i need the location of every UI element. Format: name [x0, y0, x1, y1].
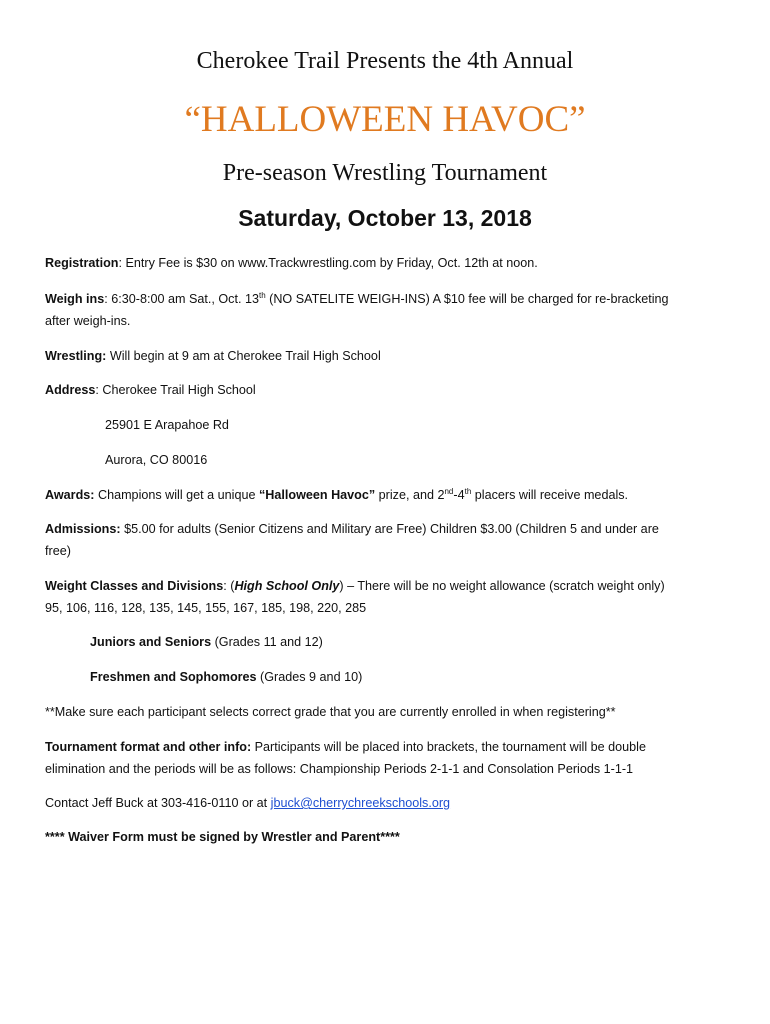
weighins-line-2: after weigh-ins. — [45, 314, 131, 328]
admissions-line — [45, 518, 735, 540]
event-title: “HALLOWEEN HAVOC” — [184, 99, 586, 140]
weight-list: 95, 106, 116, 128, 135, 145, 155, 167, 185, 198, 220, 285 — [45, 601, 367, 615]
weight-classes-text: ) – There will be no weight allowance (scratch weight only) — [339, 579, 665, 593]
admissions-text: $5.00 for adults (Senior Citizens and Military are Free) Children $3.00 (Children 5 and under are — [120, 522, 659, 536]
contact-line — [45, 792, 735, 814]
format-line — [45, 736, 735, 758]
admissions-label: Admissions: — [45, 522, 121, 536]
contact-text: Contact Jeff Buck at 303-416-0110 or at — [45, 796, 271, 810]
weighins-sup: th — [258, 291, 266, 300]
wrestling-text: Will begin at 9 am at Cherokee Trail High School — [106, 349, 381, 363]
awards-text-a: Champions will get a unique — [94, 488, 259, 502]
address-city: Aurora, CO 80016 — [105, 453, 208, 467]
format-label: Tournament format and other info: — [45, 740, 252, 754]
awards-label: Awards: — [45, 488, 95, 502]
division-1-label: Juniors and Seniors — [90, 635, 212, 649]
registration-line — [45, 252, 735, 274]
event-date: Saturday, October 13, 2018 — [238, 205, 532, 231]
grade-note: **Make sure each participant selects correct grade that you are currently enrolled in when registering** — [45, 705, 616, 719]
event-subtitle: Pre-season Wrestling Tournament — [222, 160, 548, 186]
awards-text-c: placers will receive medals. — [471, 488, 629, 502]
weighins-text-a: : 6:30-8:00 am Sat., Oct. 13 — [104, 292, 259, 306]
weighins-text-b: (NO SATELITE WEIGH-INS) A $10 fee will be charged for re-bracketing — [265, 292, 669, 306]
registration-label: Registration — [45, 256, 119, 270]
weight-classes-hs-only: High School Only — [234, 579, 340, 593]
address-label: Address — [45, 383, 96, 397]
awards-sup-1: nd — [444, 487, 454, 496]
weighins-label: Weigh ins — [45, 292, 105, 306]
waiver-text: **** Waiver Form must be signed by Wrestler and Parent**** — [45, 830, 400, 844]
division-juniors-seniors — [90, 631, 770, 653]
awards-prize: “Halloween Havoc” — [258, 488, 376, 502]
format-text: Participants will be placed into brackets, the tournament will be double — [251, 740, 646, 754]
intro-line: Cherokee Trail Presents the 4th Annual — [196, 48, 574, 74]
address-street: 25901 E Arapahoe Rd — [105, 418, 229, 432]
address-line — [45, 379, 735, 401]
awards-text-b: prize, and 2 — [375, 488, 445, 502]
weight-classes-line — [45, 575, 735, 597]
registration-text: : Entry Fee is $30 on www.Trackwrestling.com by Friday, Oct. 12th at noon. — [118, 256, 538, 270]
division-1-text: (Grades 11 and 12) — [211, 635, 323, 649]
weighins-line — [45, 288, 735, 310]
admissions-line-2: free) — [45, 544, 71, 558]
awards-sup-2: th — [464, 487, 472, 496]
division-2-label: Freshmen and Sophomores — [90, 670, 257, 684]
contact-email-link[interactable]: jbuck@cherrychreekschools.org — [270, 796, 451, 810]
division-2-text: (Grades 9 and 10) — [256, 670, 363, 684]
division-freshmen-sophomores — [90, 666, 770, 688]
format-line-2: elimination and the periods will be as follows: Championship Periods 2-1-1 and Consolation Periods 1-1-1 — [45, 762, 634, 776]
weight-classes-label: Weight Classes and Divisions — [45, 579, 224, 593]
wrestling-label: Wrestling: — [45, 349, 107, 363]
awards-line — [45, 484, 735, 506]
weight-classes-colon: : ( — [223, 579, 235, 593]
address-text: : Cherokee Trail High School — [95, 383, 256, 397]
waiver-notice — [45, 826, 735, 848]
awards-dash: -4 — [453, 488, 465, 502]
wrestling-line — [45, 345, 735, 367]
